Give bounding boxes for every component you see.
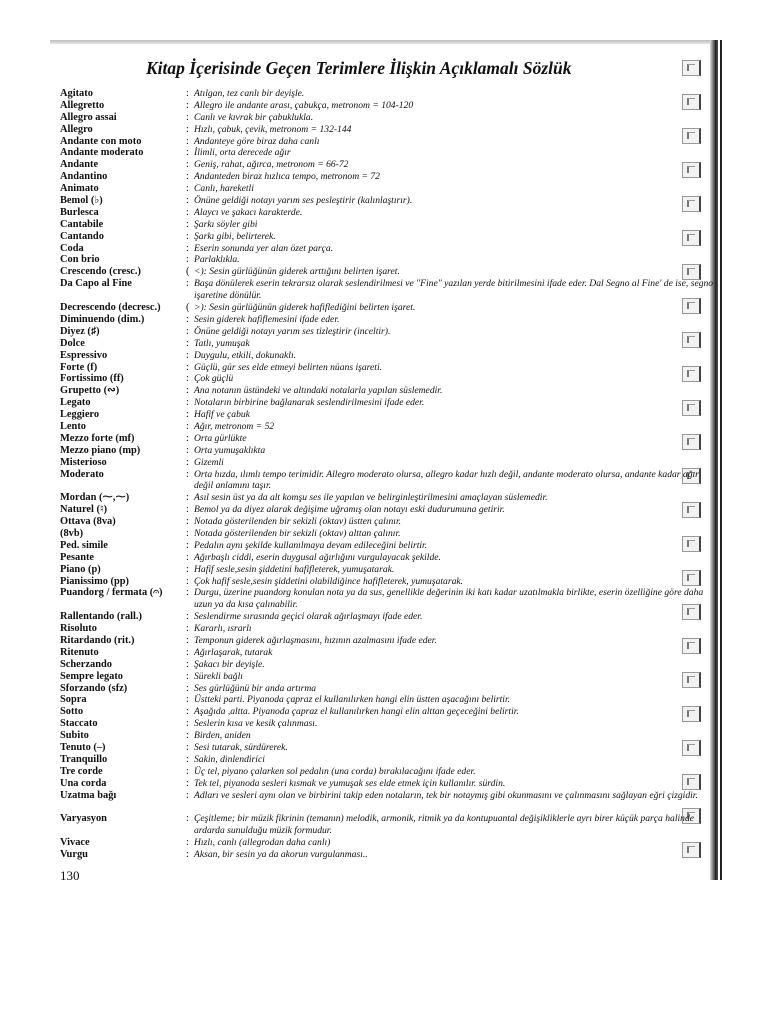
glossary-definition: Hızlı, canlı (allegrodan daha canlı) [194, 837, 331, 849]
term-separator: : [186, 325, 189, 337]
term-separator: : [186, 789, 189, 801]
term-separator: : [186, 409, 189, 421]
glossary-entry [60, 457, 700, 469]
glossary-term: Tre corde [60, 765, 103, 777]
term-separator: : [186, 504, 189, 516]
glossary-definition: Çeşitleme; bir müzik fikrinin (temanın) melodik, armonik, ritmik ya da kontupuantal değişikliklerle ayrı birer küçük parça halinde ardarda sunulduğu müzik formudur. [194, 813, 695, 837]
glossary-term: Decrescendo (decresc.) [60, 302, 161, 314]
glossary-definition: Notada gösterilenden bir sekizli (oktav) alttan çalınır. [194, 527, 401, 539]
term-separator: : [186, 849, 189, 861]
glossary-entry [60, 730, 700, 742]
glossary-term: Tenuto (–) [60, 742, 106, 754]
term-separator: : [186, 88, 189, 99]
term-separator: : [186, 635, 189, 647]
glossary-definition: İlimli, orta derecede ağır [194, 147, 291, 159]
glossary-term: Andante [60, 159, 99, 171]
glossary-definition: Eserin sonunda yer alan özet parça. [194, 242, 334, 254]
term-separator: : [186, 765, 189, 777]
glossary-definition: Temponun giderek ağırlaşmasını, hızının azalmasını ifade eder. [194, 635, 437, 647]
glossary-definition: Ana notanın üstündeki ve altındaki notalarla yapılan süslemedir. [194, 385, 443, 397]
glossary-definition: Sesi tutarak, sürdürerek. [194, 742, 288, 754]
glossary-entry [60, 790, 700, 814]
page-number: 130 [60, 868, 80, 883]
glossary-term: Moderato [60, 468, 104, 480]
term-separator: : [186, 516, 189, 528]
glossary-definition: Allegro ile andante arası, çabukça, metronom = 104-120 [194, 99, 414, 111]
term-separator: : [186, 694, 189, 706]
glossary-definition: Hafif sesle,sesin şiddetini hafifleterek, yumuşatarak. [194, 563, 395, 575]
glossary-definition: Canlı ve kıvrak bir çabuklukla. [194, 111, 314, 123]
glossary-definition: Önüne geldiği notayı yarım ses pesleştirir (kalınlaştırır). [194, 195, 413, 207]
glossary-definition: Üç tel, piyano çalarken sol pedalın (una corda) bırakılacağını ifade eder. [194, 765, 476, 777]
glossary-entry [60, 100, 700, 112]
glossary-definition: <): Sesin gürlüğünün giderek arttığını belirten işaret. [194, 266, 400, 278]
glossary-list [60, 88, 714, 861]
glossary-entry [60, 195, 700, 207]
glossary-entry [60, 124, 700, 136]
glossary-definition: Bemol ya da diyez alarak değişime uğramış olan notayı eski dudurumuna getirir. [194, 504, 505, 516]
glossary-entry [60, 147, 700, 159]
glossary-term: Mordan (⁓,⁓) [60, 492, 130, 504]
glossary-term: Crescendo (cresc.) [60, 266, 141, 278]
term-separator: : [186, 492, 189, 504]
glossary-term: Puandorg / fermata (𝄐) [60, 587, 163, 599]
glossary-definition: Şakacı bir deyişle. [194, 658, 265, 670]
term-separator: : [186, 837, 189, 849]
glossary-entry [60, 635, 700, 647]
glossary-term: Sempre legato [60, 670, 124, 682]
glossary-term: Pianissimo (pp) [60, 575, 129, 587]
glossary-entry [60, 528, 700, 540]
glossary-definition: Duygulu, etkili, dokunaklı. [194, 349, 297, 361]
glossary-entry [60, 469, 700, 493]
glossary-term: Sforzando (sfz) [60, 682, 128, 694]
term-separator: : [186, 551, 189, 563]
term-separator: : [186, 777, 189, 789]
glossary-entry [60, 659, 700, 671]
glossary-definition: Çok güçlü [194, 373, 234, 385]
term-separator: : [186, 254, 189, 266]
glossary-term: Ritardando (rit.) [60, 635, 135, 647]
term-separator: : [186, 432, 189, 444]
glossary-entry [60, 504, 700, 516]
glossary-entry [60, 718, 700, 730]
glossary-term: Andante moderato [60, 147, 144, 159]
glossary-entry [60, 576, 700, 588]
glossary-entry [60, 564, 700, 576]
term-separator: : [186, 218, 189, 230]
glossary-entry [60, 338, 700, 350]
glossary-definition: Orta gürlükte [194, 432, 247, 444]
term-separator: : [186, 397, 189, 409]
glossary-term: Allegro [60, 123, 93, 135]
glossary-definition: Orta yumuşaklıkta [194, 444, 266, 456]
term-separator: : [186, 623, 189, 635]
term-separator: : [186, 183, 189, 195]
glossary-term: Dolce [60, 337, 85, 349]
term-separator: : [186, 385, 189, 397]
term-separator: ( [186, 302, 190, 314]
glossary-definition: Aşağıda ,altta. Piyanoda çapraz el kullanılırken hangi elin alttan geçeceğini belirtir. [194, 706, 519, 718]
glossary-entry [60, 671, 700, 683]
term-separator: : [186, 456, 189, 468]
glossary-entry [60, 254, 700, 266]
glossary-definition: Üstteki parti. Piyanoda çapraz el kullanılırken hangi elin üstten aşacağını belirtir. [194, 694, 511, 706]
glossary-entry [60, 647, 700, 659]
glossary-term: Rallentando (rall.) [60, 611, 142, 623]
term-separator: : [186, 135, 189, 147]
glossary-entry [60, 516, 700, 528]
glossary-term: Mezzo piano (mp) [60, 444, 141, 456]
term-separator: : [186, 361, 189, 373]
glossary-definition: Parlaklıkla. [194, 254, 240, 266]
glossary-definition: Notada gösterilenden bir sekizli (oktav) üstten çalınır. [194, 516, 402, 528]
glossary-term: Legato [60, 397, 91, 409]
glossary-term: Allegretto [60, 99, 105, 111]
glossary-entry [60, 350, 700, 362]
glossary-entry [60, 183, 700, 195]
glossary-term: Allegro assai [60, 111, 117, 123]
term-separator: : [186, 539, 189, 551]
glossary-term: Mezzo forte (mf) [60, 432, 135, 444]
glossary-entry [60, 694, 700, 706]
glossary-term: Subito [60, 730, 89, 742]
glossary-term: Una corda [60, 777, 107, 789]
glossary-definition: >): Sesin gürlüğünün giderek hafiflediğini belirten işaret. [194, 302, 416, 314]
glossary-entry [60, 231, 700, 243]
glossary-term: Vurgu [60, 849, 88, 861]
term-separator: : [186, 99, 189, 111]
glossary-definition: Ağırlaşarak, tutarak [194, 646, 273, 658]
term-separator: : [186, 242, 189, 254]
glossary-definition: Asıl sesin üst ya da alt komşu ses ile yapılan ve belirginleştirilmesini amaçlayan süslemedir. [194, 492, 548, 504]
glossary-definition: Geniş, rahat, ağırca, metronom = 66-72 [194, 159, 349, 171]
glossary-definition: Atılgan, tez canlı bir deyişle. [194, 88, 305, 99]
glossary-term: Andante con moto [60, 135, 142, 147]
term-separator: : [186, 575, 189, 587]
glossary-entry [60, 421, 700, 433]
glossary-definition: Pedalın aynı şekilde kullanılmaya devam edileceğini belirtir. [194, 539, 428, 551]
term-separator: : [186, 611, 189, 623]
glossary-term: Sotto [60, 706, 84, 718]
glossary-entry [60, 587, 704, 611]
term-separator: : [186, 444, 189, 456]
glossary-definition: Birden, aniden [194, 730, 251, 742]
term-separator: : [186, 420, 189, 432]
glossary-term: Pesante [60, 551, 95, 563]
glossary-term: Ottava (8va) [60, 516, 116, 528]
glossary-entry [60, 706, 700, 718]
term-separator: : [186, 563, 189, 575]
glossary-term: Agitato [60, 88, 93, 99]
glossary-entry [60, 171, 700, 183]
binding-ring [682, 60, 701, 76]
glossary-definition: Ses gürlüğünü bir anda artırma [194, 682, 317, 694]
glossary-definition: Tatlı, yumuşak [194, 337, 250, 349]
glossary-entry [60, 552, 700, 564]
glossary-definition: Durgu, üzerine puandorg konulan nota ya da sus, genellikle değerinin iki katı kadar uzatılmakla birlikte, eserin özelliğine göre daha uzun ya da kısa çalınabilir. [194, 587, 704, 611]
glossary-definition: Sürekli bağlı [194, 670, 243, 682]
glossary-term: Leggiero [60, 409, 100, 421]
glossary-entry [60, 849, 700, 861]
term-separator: : [186, 742, 189, 754]
glossary-term: Diminuendo (dim.) [60, 313, 145, 325]
glossary-term: Vivace [60, 837, 90, 849]
glossary-entry [60, 611, 700, 623]
glossary-definition: Ağırbaşlı ciddi, eserin duygusal ağırlığını vurgulayacak şekilde. [194, 551, 441, 563]
glossary-entry [60, 766, 700, 778]
glossary-definition: Gizemli [194, 456, 224, 468]
glossary-entry [60, 136, 700, 148]
term-separator: : [186, 527, 189, 539]
page-title: Kitap İçerisinde Geçen Terimlere İlişkin Açıklamalı Sözlük [146, 58, 572, 78]
glossary-term: Coda [60, 242, 84, 254]
glossary-term: Animato [60, 183, 99, 195]
glossary-entry [60, 112, 700, 124]
glossary-term: Burlesca [60, 206, 99, 218]
glossary-definition: Notaların birbirine bağlanarak seslendirilmesini ifade eder. [194, 397, 425, 409]
glossary-definition: Çok hafif sesle,sesin şiddetini olabildiğince hafifleterek, yumuşatarak. [194, 575, 464, 587]
glossary-term: Tranquillo [60, 753, 108, 765]
glossary-definition: Tek tel, piyanoda sesleri kısmak ve yumuşak ses elde etmek için kullanılır. sürdin. [194, 777, 506, 789]
binding-line [720, 40, 722, 880]
term-separator: : [186, 349, 189, 361]
glossary-entry [60, 433, 700, 445]
glossary-entry [60, 540, 700, 552]
glossary-definition: Canlı, hareketli [194, 183, 254, 195]
glossary-term: Da Capo al Fine [60, 278, 132, 290]
term-separator: : [186, 195, 189, 207]
glossary-definition: Alaycı ve şakacı karakterde. [194, 206, 303, 218]
term-separator: : [186, 159, 189, 171]
term-separator: : [186, 468, 189, 480]
glossary-entry [60, 742, 700, 754]
glossary-definition: Sakin, dinlendirici [194, 753, 265, 765]
glossary-definition: Andanteye göre biraz daha canlı [194, 135, 320, 147]
glossary-definition: Şarkı gibi, belirterek. [194, 230, 276, 242]
term-separator: : [186, 670, 189, 682]
glossary-term: Con brio [60, 254, 100, 266]
term-separator: : [186, 337, 189, 349]
glossary-entry [60, 492, 700, 504]
glossary-definition: Adları ve sesleri aynı olan ve birbirini takip eden notaların, tek bir notaymış gibi okunmasını ve çalınmasını sağlayan eğri çizgidir. [194, 789, 698, 801]
page-top-edge [50, 40, 710, 44]
glossary-definition: Andanteden biraz hızlıca tempo, metronom = 72 [194, 171, 380, 183]
term-separator: : [186, 706, 189, 718]
glossary-term: Ped. simile [60, 539, 108, 551]
glossary-term: Espressivo [60, 349, 108, 361]
glossary-entry [60, 683, 700, 695]
glossary-entry [60, 362, 700, 374]
glossary-term: Misterioso [60, 456, 107, 468]
term-separator: : [186, 646, 189, 658]
glossary-term: Bemol (♭) [60, 195, 103, 207]
glossary-term: Fortissimo (ff) [60, 373, 124, 385]
glossary-entry [60, 409, 700, 421]
glossary-entry [60, 243, 700, 255]
glossary-entry [60, 837, 700, 849]
glossary-definition: Güçlü, gür ses elde etmeyi belirten nüans işareti. [194, 361, 383, 373]
glossary-definition: Önüne geldiği notayı yarım ses tizleştirir (inceltir). [194, 325, 391, 337]
glossary-entry [60, 778, 700, 790]
glossary-term: Diyez (♯) [60, 325, 100, 337]
glossary-term: Uzatma bağı [60, 789, 117, 801]
glossary-definition: Hafif ve çabuk [194, 409, 250, 421]
glossary-entry [60, 813, 700, 837]
glossary-term: Ritenuto [60, 646, 99, 658]
glossary-entry [60, 88, 700, 100]
term-separator: : [186, 123, 189, 135]
term-separator: : [186, 682, 189, 694]
term-separator: : [186, 730, 189, 742]
term-separator: : [186, 813, 189, 825]
glossary-entry [60, 754, 700, 766]
term-separator: : [186, 206, 189, 218]
glossary-term: Sopra [60, 694, 87, 706]
glossary-term: Andantino [60, 171, 108, 183]
glossary-definition: Kararlı, ısrarlı [194, 623, 252, 635]
glossary-definition: Başa dönülerek eserin tekrarsız olarak seslendirilmesi ve "Fine" yazılan yerde bitirilmesini ifade eder. Dal Segno al Fine' de ise, segno işaretine dönülür. [194, 278, 714, 302]
glossary-term: Grupetto (∾) [60, 385, 120, 397]
glossary-term: Forte (f) [60, 361, 98, 373]
glossary-entry [60, 278, 714, 302]
term-separator: : [186, 171, 189, 183]
glossary-entry [60, 623, 700, 635]
glossary-term: Piano (p) [60, 563, 101, 575]
glossary-entry [60, 207, 700, 219]
glossary-entry [60, 397, 700, 409]
term-separator: : [186, 718, 189, 730]
term-separator: : [186, 373, 189, 385]
glossary-entry [60, 385, 700, 397]
glossary-entry [60, 302, 700, 314]
glossary-entry [60, 373, 700, 385]
glossary-entry [60, 219, 700, 231]
term-separator: : [186, 278, 189, 290]
glossary-entry [60, 314, 700, 326]
glossary-term: Scherzando [60, 658, 112, 670]
term-separator: : [186, 230, 189, 242]
term-separator: : [186, 111, 189, 123]
glossary-definition: Hızlı, çabuk, çevik, metronom = 132-144 [194, 123, 352, 135]
glossary-term: Staccato [60, 718, 98, 730]
glossary-term: Naturel (♮) [60, 504, 108, 516]
glossary-entry [60, 159, 700, 171]
glossary-definition: Seslerin kısa ve kesik çalınması. [194, 718, 318, 730]
glossary-definition: Sesin giderek hafiflemesini ifade eder. [194, 313, 340, 325]
glossary-entry [60, 445, 700, 457]
glossary-entry [60, 326, 700, 338]
glossary-definition: Orta hızda, ılımlı tempo terimidir. Allegro moderato olursa, allegro kadar hızlı değil, andante moderato olursa, andante kadar ağır değil anlamını taşır. [194, 468, 699, 492]
glossary-term: Cantando [60, 230, 104, 242]
glossary-entry [60, 266, 700, 278]
glossary-definition: Seslendirme sırasında geçici olarak ağırlaşmayı ifade eder. [194, 611, 423, 623]
glossary-term: (8vb) [60, 527, 84, 539]
term-separator: ( [186, 266, 190, 278]
glossary-definition: Aksan, bir sesin ya da akorun vurgulanması.. [194, 849, 368, 861]
term-separator: : [186, 147, 189, 159]
glossary-term: Risoluto [60, 623, 97, 635]
term-separator: : [186, 753, 189, 765]
glossary-definition: Ağır, metronom = 52 [194, 420, 275, 432]
glossary-definition: Şarkı söyler gibi [194, 218, 258, 230]
glossary-term: Varyasyon [60, 813, 107, 825]
term-separator: : [186, 313, 189, 325]
glossary-term: Cantabile [60, 218, 104, 230]
term-separator: : [186, 658, 189, 670]
glossary-term: Lento [60, 420, 86, 432]
term-separator: : [186, 587, 189, 599]
